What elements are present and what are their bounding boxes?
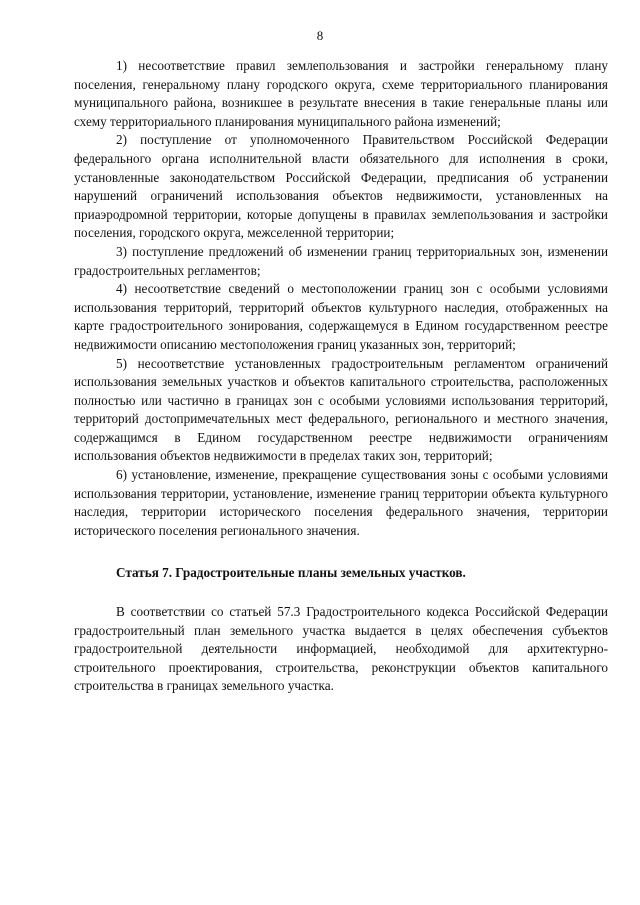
list-item-5: 5) несоответствие установленных градостроительным регламентом ограничений использования земельных участков и объектов капитального строительства, расположенных полностью или частично в границах зон с особыми условиями использования территорий, территорий достопримечательных мест федерального, регионального и местного значения, содержащимся в Едином государственном реестре недвижимости ограничениям использования объектов недвижимости в пределах таких зон, территорий; [74, 355, 608, 464]
list-item-4: 4) несоответствие сведений о местоположении границ зон с особыми условиями использования территорий, территорий объектов культурного наследия, отображенных на карте градостроительного зонирования, содержащемуся в Едином государственном реестре недвижимости описанию местоположения границ указанных зон, территорий; [74, 281, 608, 352]
list-item-1: 1) несоответствие правил землепользования и застройки генеральному плану поселения, генеральному плану городского округа, схеме территориального планирования муниципального района, возникшее в результате внесения в такие генеральные планы или схему территориального планирования муниципального района изменений; [74, 58, 608, 129]
list-item-6: 6) установление, изменение, прекращение существования зоны с особыми условиями использования территории, установление, изменение границ территории объекта культурного наследия, территории исторического поселения федерального значения, территории исторического поселения регионального значения. [74, 467, 608, 538]
page-content [74, 57, 608, 696]
article-heading: Статья 7. Градостроительные планы земельных участков. [116, 565, 466, 581]
article-body: В соответствии со статьей 57.3 Градостроительного кодекса Российской Федерации градостроительный план земельного участка выдается в целях обеспечения субъектов градостроительной деятельности информацией, необходимой для архитектурно-строительного проектирования, строительства, реконструкции объектов капитального строительства в границах земельного участка. [74, 604, 608, 694]
list-item-2: 2) поступление от уполномоченного Правительством Российской Федерации федерального органа исполнительной власти обязательного для исполнения в сроки, установленные законодательством Российской Федерации, предписания об устранении нарушений ограничений использования объектов недвижимости, установленных на приаэродромной территории, которые допущены в правилах землепользования и застройки поселения, городского округа, межселенной территории; [74, 132, 608, 241]
list-item-3: 3) поступление предложений об изменении границ территориальных зон, изменении градостроительных регламентов; [74, 243, 608, 278]
page-number: 8 [316, 28, 324, 43]
